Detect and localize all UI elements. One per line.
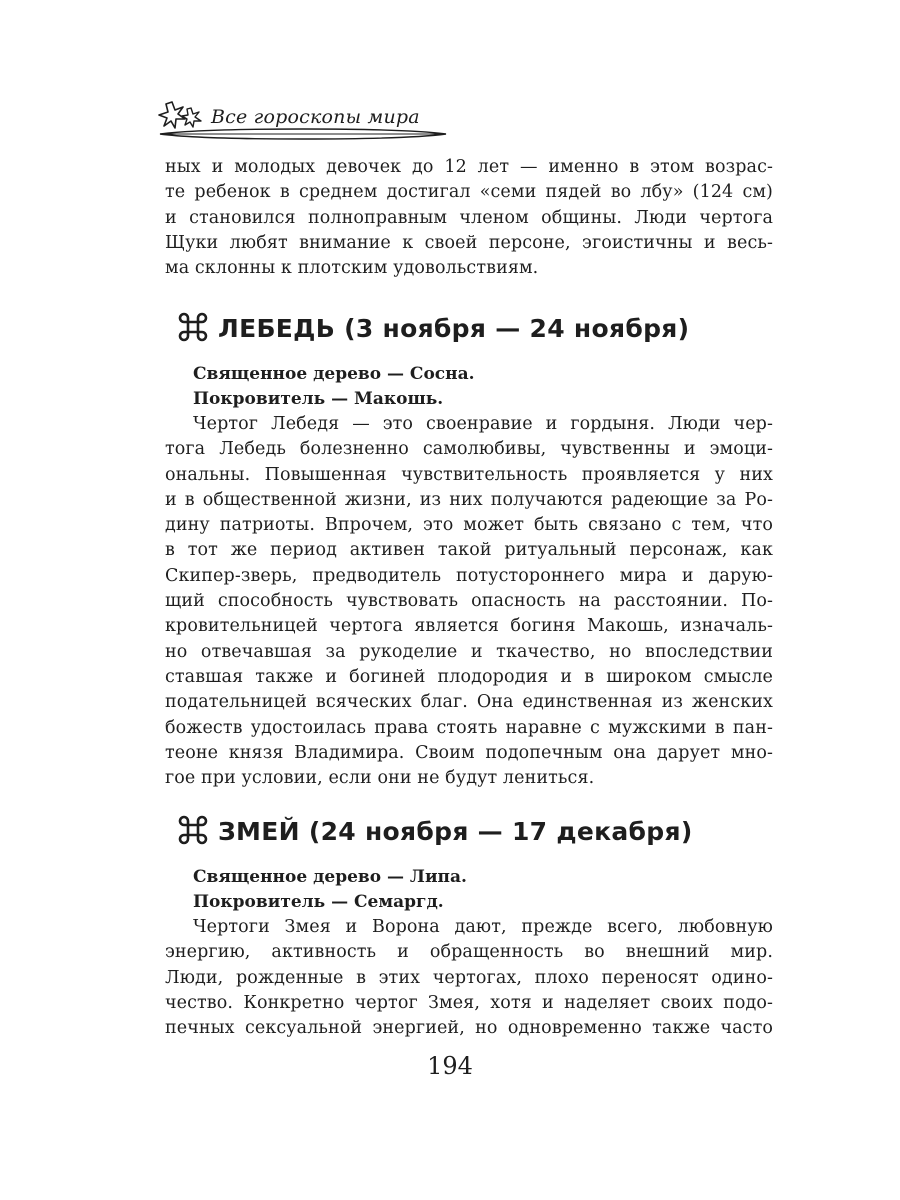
text-line: ма склонны к плотским удовольствиям.: [165, 258, 539, 279]
text-line: и становился полноправным членом общины. Люди чертога: [165, 207, 773, 228]
text-line: божеств удостоилась права стоять наравне с мужскими в пан-: [165, 717, 773, 738]
sacred-tree: Священное дерево — Липа.: [193, 867, 467, 887]
text-line: щий способность чувствовать опасность на расстоянии. По-: [165, 591, 773, 612]
section-meta-lebed: [193, 362, 475, 413]
text-line: ставшая также и богиней плодородия и в широком смысле: [165, 666, 773, 687]
sacred-tree: Священное дерево — Сосна.: [193, 364, 475, 384]
text-line: кровительницей чертога является богиня Макошь, изначаль-: [165, 616, 773, 637]
section-paragraph-lebed: [165, 412, 773, 791]
text-line: ных и молодых девочек до 12 лет — именно в этом возрас-: [165, 157, 773, 177]
running-header-title: Все гороскопы мира: [211, 106, 420, 128]
patron: Покровитель — Семаргд.: [193, 892, 444, 913]
text-line: теоне князя Владимира. Своим подопечным она дарует мно-: [165, 742, 773, 763]
running-header: [158, 100, 448, 144]
text-line: но отвечавшая за рукоделие и ткачество, но впоследствии: [165, 641, 773, 662]
text-line: ональны. Повышенная чувствительность проявляется у них: [165, 464, 773, 485]
text-line: чество. Конкретно чертог Змея, хотя и наделяет своих подо-: [165, 992, 773, 1013]
section-meta-zmei: [193, 865, 467, 916]
section-heading-text: ЗМЕЙ (24 ноября — 17 декабря): [218, 817, 693, 846]
command-symbol-icon: [178, 312, 208, 342]
header-rule-ornament: [158, 126, 448, 142]
patron: Покровитель — Макошь.: [193, 389, 444, 410]
text-line: тога Лебедь болезненно самолюбивы, чувственны и эмоци-: [165, 439, 773, 460]
intro-paragraph: [165, 155, 773, 281]
text-line: подательницей всяческих благ. Она единственная из женских: [165, 692, 773, 713]
text-line: печных сексуальной энергией, но одновременно также часто: [165, 1018, 773, 1039]
text-line: те ребенок в среднем достигал «семи пядей во лбу» (124 см): [165, 182, 773, 203]
text-line: в тот же период активен такой ритуальный персонаж, как: [165, 540, 773, 561]
text-line: дину патриоты. Впрочем, это может быть связано с тем, что: [165, 515, 773, 536]
text-line: Люди, рожденные в этих чертогах, плохо переносят одино-: [165, 967, 773, 988]
text-line: Щуки любят внимание к своей персоне, эгоистичны и весь-: [165, 232, 773, 253]
command-symbol-icon: [178, 815, 208, 845]
section-paragraph-zmei: [165, 915, 773, 1041]
text-line: Чертог Лебедя — это своенравие и гордыня. Люди чер-: [193, 414, 773, 434]
section-heading-zmei: [178, 815, 693, 846]
text-line: и в общественной жизни, из них получаются радеющие за Ро-: [165, 489, 773, 510]
text-line: Чертоги Змея и Ворона дают, прежде всего, любовную: [193, 917, 773, 937]
section-heading-lebed: [178, 312, 689, 343]
section-heading-text: ЛЕБЕДЬ (3 ноября — 24 ноября): [218, 314, 690, 343]
text-line: гое при условии, если они не будут лениться.: [165, 768, 595, 789]
text-line: Скипер-зверь, предводитель потустороннего мира и дарую-: [165, 565, 773, 586]
page-number: 194: [427, 1052, 473, 1080]
text-line: энергию, активность и обращенность во внешний мир.: [165, 942, 773, 963]
